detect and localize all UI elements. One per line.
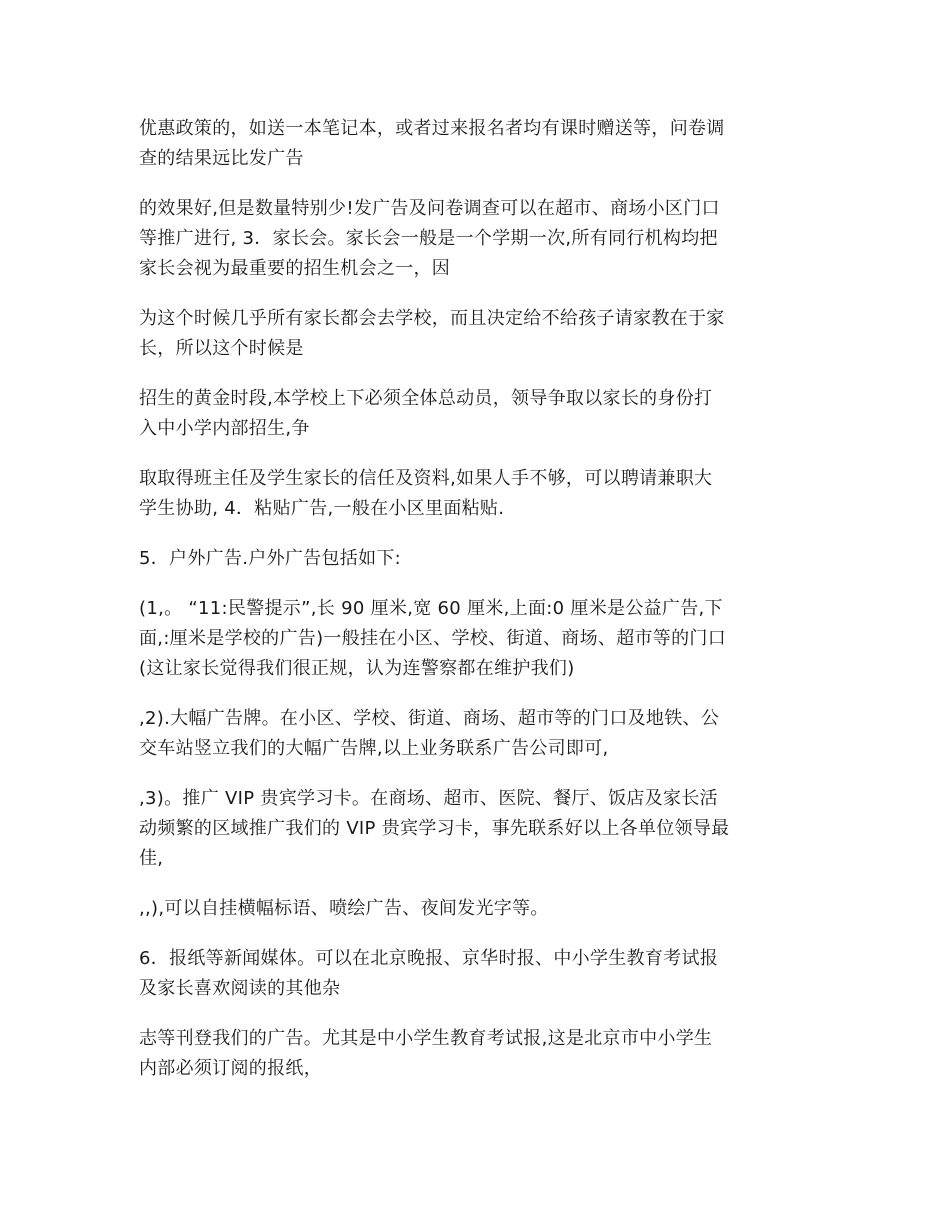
text-line: 等推广进行, 3．家长会。家长会一般是一个学期一次,所有同行机构均把 — [139, 228, 718, 249]
text-line: (1,。 “11:民警提示”,长 90 厘米,宽 60 厘米,上面:0 厘米是公益广告,下 — [139, 598, 723, 619]
paragraph — [139, 894, 815, 924]
paragraph — [139, 704, 815, 764]
text-line: 长，所以这个时候是 — [139, 338, 304, 359]
text-line: 及家长喜欢阅读的其他杂 — [139, 978, 341, 999]
paragraph — [139, 594, 815, 684]
text-line: 取取得班主任及学生家长的信任及资料,如果人手不够，可以聘请兼职大 — [139, 468, 713, 489]
document-body — [139, 114, 815, 1104]
paragraph — [139, 194, 815, 284]
text-line: 内部必须订阅的报纸， — [139, 1058, 322, 1079]
text-line: ,3)。推广 VIP 贵宾学习卡。在商场、超市、医院、餐厅、饭店及家长活 — [139, 788, 718, 809]
paragraph — [139, 464, 815, 524]
paragraph — [139, 304, 815, 364]
paragraph — [139, 1024, 815, 1084]
text-line: 入中小学内部招生,争 — [139, 418, 310, 439]
text-line: (这让家长觉得我们很正规，认为连警察都在维护我们) — [139, 658, 575, 679]
paragraph — [139, 544, 815, 574]
text-line: ,2).大幅广告牌。在小区、学校、街道、商场、超市等的门口及地铁、公 — [139, 708, 720, 729]
text-line: 志等刊登我们的广告。尤其是中小学生教育考试报,这是北京市中小学生 — [139, 1028, 713, 1049]
text-line: 的效果好,但是数量特别少!发广告及问卷调查可以在超市、商场小区门口 — [139, 198, 720, 219]
paragraph — [139, 784, 815, 874]
paragraph — [139, 944, 815, 1004]
text-line: 招生的黄金时段,本学校上下必须全体总动员，领导争取以家长的身份打 — [139, 388, 713, 409]
text-line: 家长会视为最重要的招生机会之一，因 — [139, 258, 451, 279]
text-line: 交车站竖立我们的大幅广告牌,以上业务联系广告公司即可, — [139, 738, 609, 759]
text-line: ,,),可以自挂横幅标语、喷绘广告、夜间发光字等。 — [139, 898, 549, 919]
text-line: 5．户外广告.户外广告包括如下: — [139, 548, 402, 569]
text-line: 动频繁的区域推广我们的 VIP 贵宾学习卡，事先联系好以上各单位领导最 — [139, 818, 730, 839]
text-line: 6．报纸等新闻媒体。可以在北京晚报、京华时报、中小学生教育考试报 — [139, 948, 719, 969]
text-line: 为这个时候几乎所有家长都会去学校，而且决定给不给孩子请家教在于家 — [139, 308, 725, 329]
text-line: 佳, — [139, 848, 164, 869]
paragraph — [139, 114, 815, 174]
text-line: 面,:厘米是学校的广告)一般挂在小区、学校、街道、商场、超市等的门口 — [139, 628, 727, 649]
paragraph — [139, 384, 815, 444]
text-line: 查的结果远比发广告 — [139, 148, 304, 169]
text-line: 优惠政策的，如送一本笔记本，或者过来报名者均有课时赠送等，问卷调 — [139, 118, 725, 139]
text-line: 学生协助, 4．粘贴广告,一般在小区里面粘贴. — [139, 498, 505, 519]
